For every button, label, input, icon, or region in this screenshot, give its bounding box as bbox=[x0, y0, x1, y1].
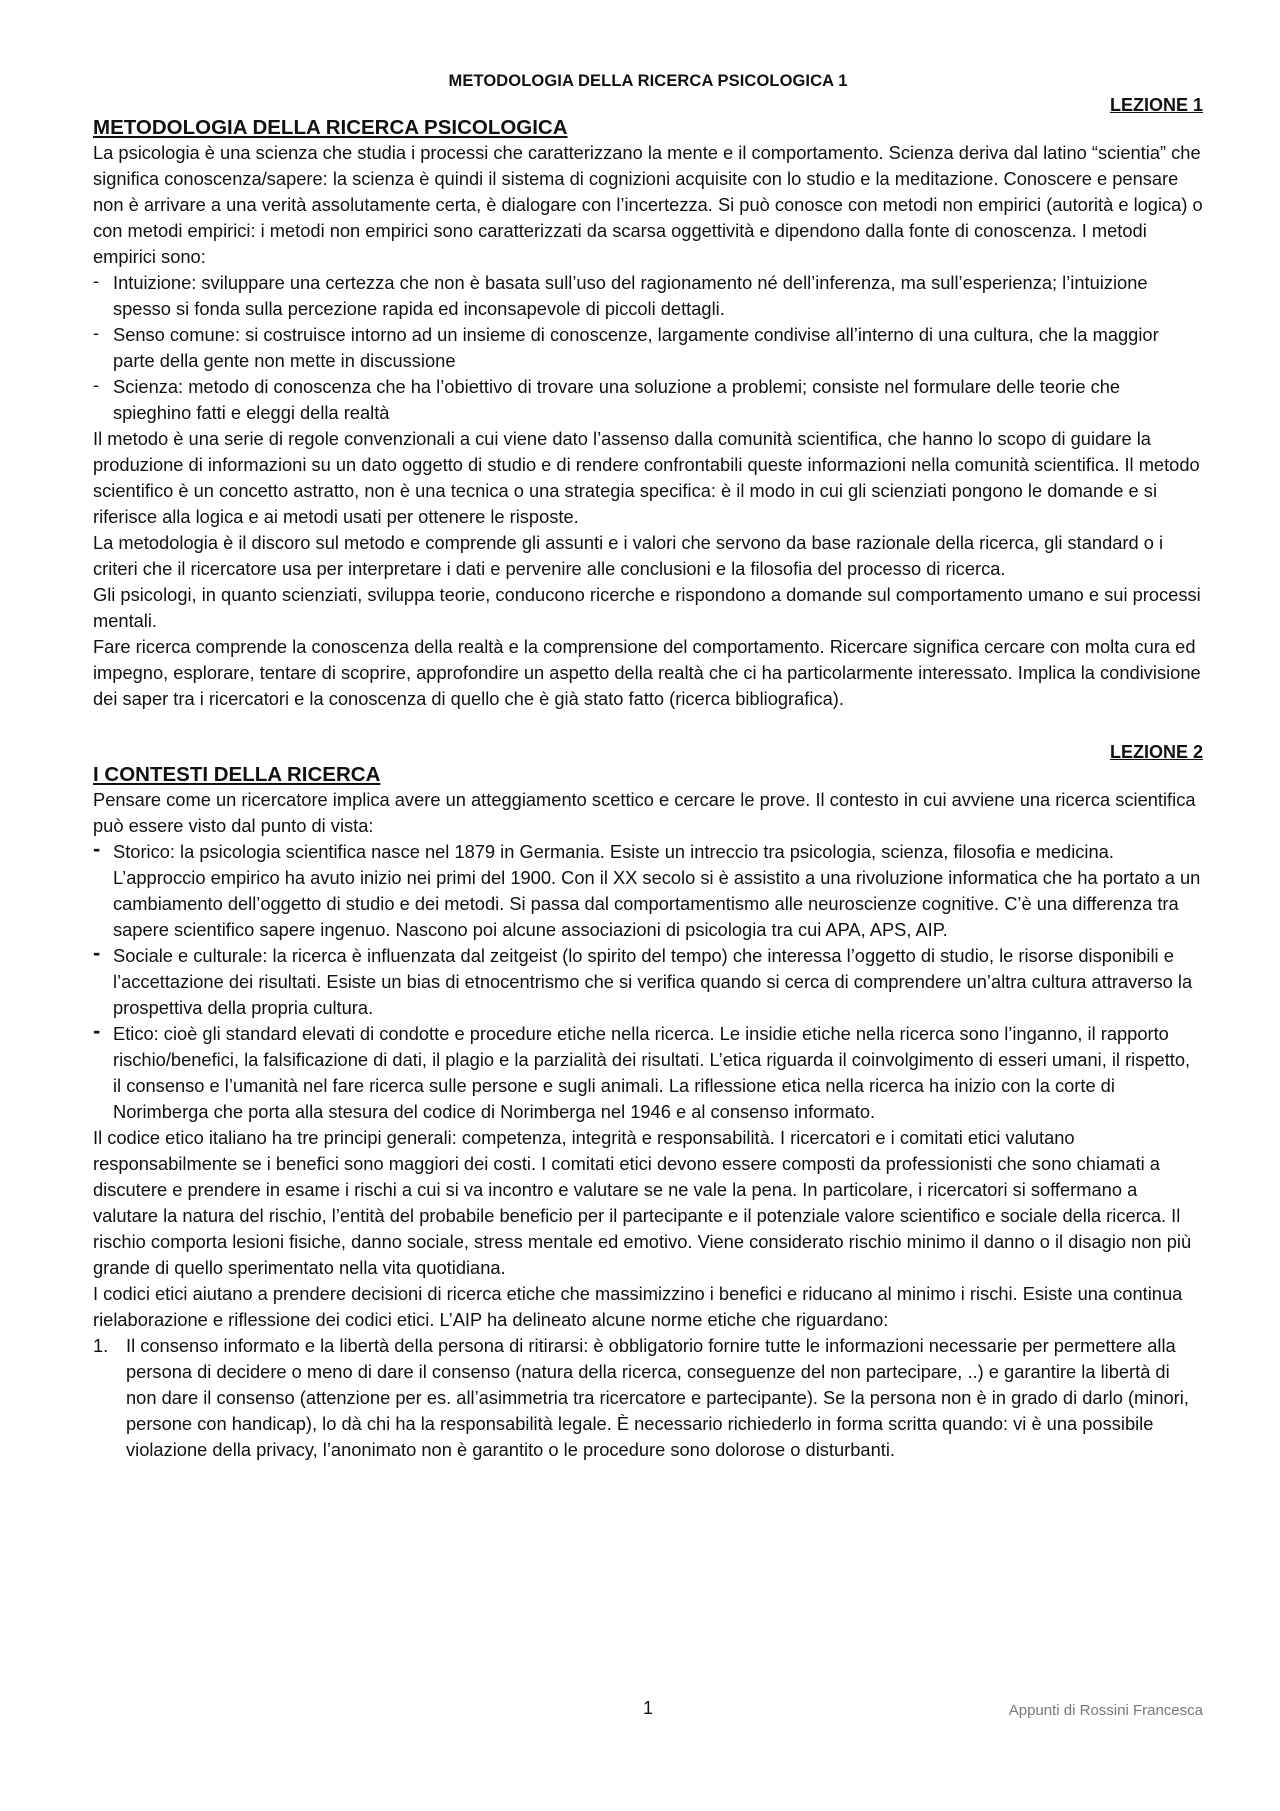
paragraph: Il metodo è una serie di regole convenzionali a cui viene dato l’assenso dalla comunità scientifica, che hanno lo scopo di guidare la produzione di informazioni su un dato oggetto di studio e di rendere confrontabili queste informazioni nella comunità scientifica. Il metodo scientifico è un concetto astratto, non è una tecnica o una strategia specifica: è il modo in cui gli scienziati pongono le domande e si riferisce alla logica e ai metodi usati per ottenere le risposte. bbox=[93, 428, 1200, 527]
list-item: - Sociale e culturale: la ricerca è influenzata dal zeitgeist (lo spirito del tempo) che interessa l’oggetto di studio, le risorse disponibili e l’accettazione dei risultati. Esiste un bias di etnocentrismo che si verifica quando si cerca di comprendere un’altra cultura attraverso la prospettiva della propria cultura. bbox=[93, 943, 1203, 1021]
list-item: - Intuizione: sviluppare una certezza che non è basata sull’uso del ragionamento né dell’inferenza, ma sull’esperienza; l’intuizione spesso si fonda sulla percezione rapida ed inconsapevole di piccoli dettagli. bbox=[93, 270, 1203, 322]
list-item bbox=[93, 1333, 1203, 1463]
lesson-1-heading: METODOLOGIA DELLA RICERCA PSICOLOGICA bbox=[93, 116, 568, 139]
document-page bbox=[93, 72, 1203, 1463]
lesson-1-label: LEZIONE 1 bbox=[1109, 95, 1203, 115]
paragraph: I codici etici aiutano a prendere decisioni di ricerca etiche che massimizzino i benefici e riducano al minimo i rischi. Esiste una continua rielaborazione e riflessione dei codici etici. L’AIP ha delineato alcune norme etiche che riguardano: bbox=[93, 1283, 1183, 1330]
list-item-text: Il consenso informato e la libertà della persona di ritirarsi: è obbligatorio fornire tutte le informazioni necessarie per permettere alla persona di decidere o meno di dare il consenso (natura della ricerca, conseguenze del non partecipare, ..) e garantire la libertà di non dare il consenso (attenzione per es. all’asimmetria tra ricercatore e partecipante). Se la persona non è in grado di darlo (minori, persone con handicap), lo dà chi ha la responsabilità legale. È necessario richiederlo in forma scritta quando: vi è una possibile violazione della privacy, l’anonimato non è garantito o le procedure sono dolorose o disturbanti. bbox=[126, 1335, 1189, 1460]
paragraph: Fare ricerca comprende la conoscenza della realtà e la comprensione del comportamento. Ricercare significa cercare con molta cura ed impegno, esplorare, tentare di scoprire, approfondire un aspetto della realtà che ci ha particolarmente interessato. Implica la condivisione dei saper tra i ricercatori e la conoscenza di quello che è già stato fatto (ricerca bibliografica). bbox=[93, 636, 1201, 709]
page-number: 1 bbox=[642, 1698, 653, 1718]
research-contexts-list bbox=[93, 839, 1203, 1125]
list-number: 1. bbox=[93, 1335, 109, 1356]
list-item: - Senso comune: si costruisce intorno ad un insieme di conoscenze, largamente condivise all’interno di una cultura, che la maggior parte della gente non mette in discussione bbox=[93, 322, 1203, 374]
lesson-2-heading: I CONTESTI DELLA RICERCA bbox=[93, 763, 381, 786]
lesson-1-section bbox=[93, 95, 1203, 712]
paragraph: Gli psicologi, in quanto scienziati, sviluppa teorie, conducono ricerche e rispondono a domande sul comportamento umano e sui processi mentali. bbox=[93, 584, 1201, 631]
lesson-2-intro: Pensare come un ricercatore implica avere un atteggiamento scettico e cercare le prove. Il contesto in cui avviene una ricerca scientifica può essere visto dal punto di vista: bbox=[93, 789, 1196, 836]
page-footer bbox=[93, 1698, 1203, 1724]
document-title: METODOLOGIA DELLA RICERCA PSICOLOGICA 1 bbox=[448, 72, 848, 90]
ethical-norms-list bbox=[93, 1333, 1203, 1463]
lesson-2-section bbox=[93, 742, 1203, 1463]
list-item: - Scienza: metodo di conoscenza che ha l’obiettivo di trovare una soluzione a problemi; consiste nel formulare delle teorie che spieghino fatti e eleggi della realtà bbox=[93, 374, 1203, 426]
list-item: - Storico: la psicologia scientifica nasce nel 1879 in Germania. Esiste un intreccio tra psicologia, scienza, filosofia e medicina. L’approccio empirico ha avuto inizio nei primi del 1900. Con il XX secolo si è assistito a una rivoluzione informatica che ha portato a un cambiamento dell’oggetto di studio e dei metodi. Si passa dal comportamentismo alle neuroscienze cognitive. C’è una differenza tra sapere scientifico sapere ingenuo. Nascono poi alcune associazioni di psicologia tra cui APA, APS, AIP. bbox=[93, 839, 1203, 943]
paragraph: La metodologia è il discoro sul metodo e comprende gli assunti e i valori che servono da base razionale della ricerca, gli standard o i criteri che il ricercatore usa per interpretare i dati e pervenire alle conclusioni e la filosofia del processo di ricerca. bbox=[93, 532, 1164, 579]
paragraph: Il codice etico italiano ha tre principi generali: competenza, integrità e responsabilità. I ricercatori e i comitati etici valutano responsabilmente se i benefici sono maggiori dei costi. I comitati etici devono essere composti da professionisti che sono chiamati a discutere e prendere in esame i rischi a cui si va incontro e valutare se ne vale la pena. In particolare, i ricercatori si soffermano a valutare la natura del rischio, l’entità del probabile beneficio per il partecipante e il potenziale valore scientifico e sociale della ricerca. Il rischio comporta lesioni fisiche, danno sociale, stress mentale ed emotivo. Viene considerato rischio minimo il danno o il disagio non più grande di quello sperimentato nella vita quotidiana. bbox=[93, 1127, 1192, 1278]
lesson-2-label: LEZIONE 2 bbox=[1109, 742, 1203, 762]
lesson-1-intro: La psicologia è una scienza che studia i processi che caratterizzano la mente e il comportamento. Scienza deriva dal latino “scientia” che significa conoscenza/sapere: la scienza è quindi il sistema di cognizioni acquisite con lo studio e la meditazione. Conoscere e pensare non è arrivare a una verità assolutamente certa, è dialogare con l’incertezza. Si può conosce con metodi non empirici (autorità e logica) o con metodi empirici: i metodi non empirici sono caratterizzati da scarsa oggettività e dipendono dalla fonte di conoscenza. I metodi empirici sono: bbox=[93, 142, 1203, 267]
author-credit: Appunti di Rossini Francesca bbox=[1008, 1702, 1203, 1719]
empirical-methods-list bbox=[93, 270, 1203, 426]
section-spacer bbox=[93, 712, 1203, 738]
list-item: - Etico: cioè gli standard elevati di condotte e procedure etiche nella ricerca. Le insidie etiche nella ricerca sono l’inganno, il rapporto rischio/benefici, la falsificazione di dati, il plagio e la parzialità dei risultati. L’etica riguarda il coinvolgimento di esseri umani, il rispetto, il consenso e l’umanità nel fare ricerca sulle persone e sugli animali. La riflessione etica nella ricerca ha inizio con la corte di Norimberga che porta alla stesura del codice di Norimberga nel 1946 e al consenso informato. bbox=[93, 1021, 1203, 1125]
